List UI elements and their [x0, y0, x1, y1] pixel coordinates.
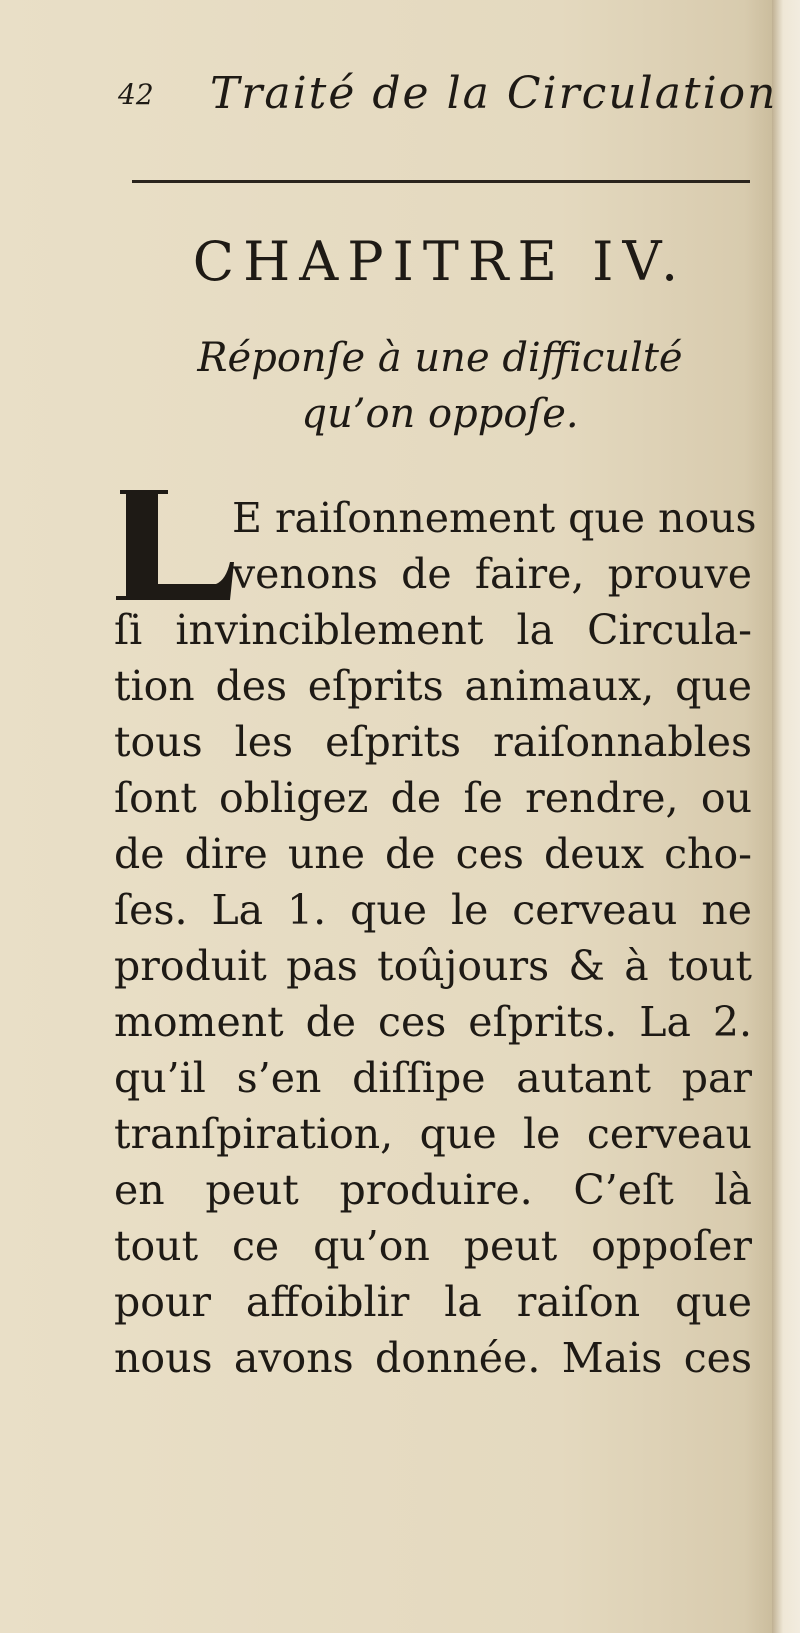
body-line-10: moment de ces eſprits. La 2. [114, 998, 752, 1046]
body-line-9: produit pas toûjours & à tout [114, 942, 752, 990]
subtitle-line-2: qu’on oppoſe. [301, 391, 579, 437]
page-number: 42 [118, 78, 154, 111]
body-line-16: nous avons donnée. Mais ces [114, 1334, 752, 1382]
body-line-7: de dire une de ces deux cho- [114, 830, 752, 878]
chapter-heading: CHAPITRE IV. [192, 230, 688, 293]
body-line-3: ſi invinciblement la Circula- [114, 606, 752, 654]
body-line-6: ſont obligez de ſe rendre, ou [114, 774, 752, 822]
body-line-11: qu’il s’en diſſipe autant par [114, 1054, 752, 1102]
body-line-14: tout ce qu’on peut oppoſer [114, 1222, 752, 1270]
body-line-13: en peut produire. C’eſt là [114, 1166, 752, 1214]
body-line-2: venons de faire, prouve [232, 550, 752, 598]
body-line-8: ſes. La 1. que le cerveau ne [114, 886, 752, 934]
body-line-5: tous les eſprits raiſonnables [114, 718, 752, 766]
running-title: Traité de la Circulation [210, 68, 778, 119]
body-line-15: pour affoiblir la raiſon que [114, 1278, 752, 1326]
body-line-4: tion des eſprits animaux, que [114, 662, 752, 710]
body-line-1: E raiſonnement que nous [232, 494, 757, 542]
body-line-12: tranſpiration, que le cerveau [114, 1110, 752, 1158]
subtitle-line-1: Réponſe à une difficulté [197, 335, 683, 381]
